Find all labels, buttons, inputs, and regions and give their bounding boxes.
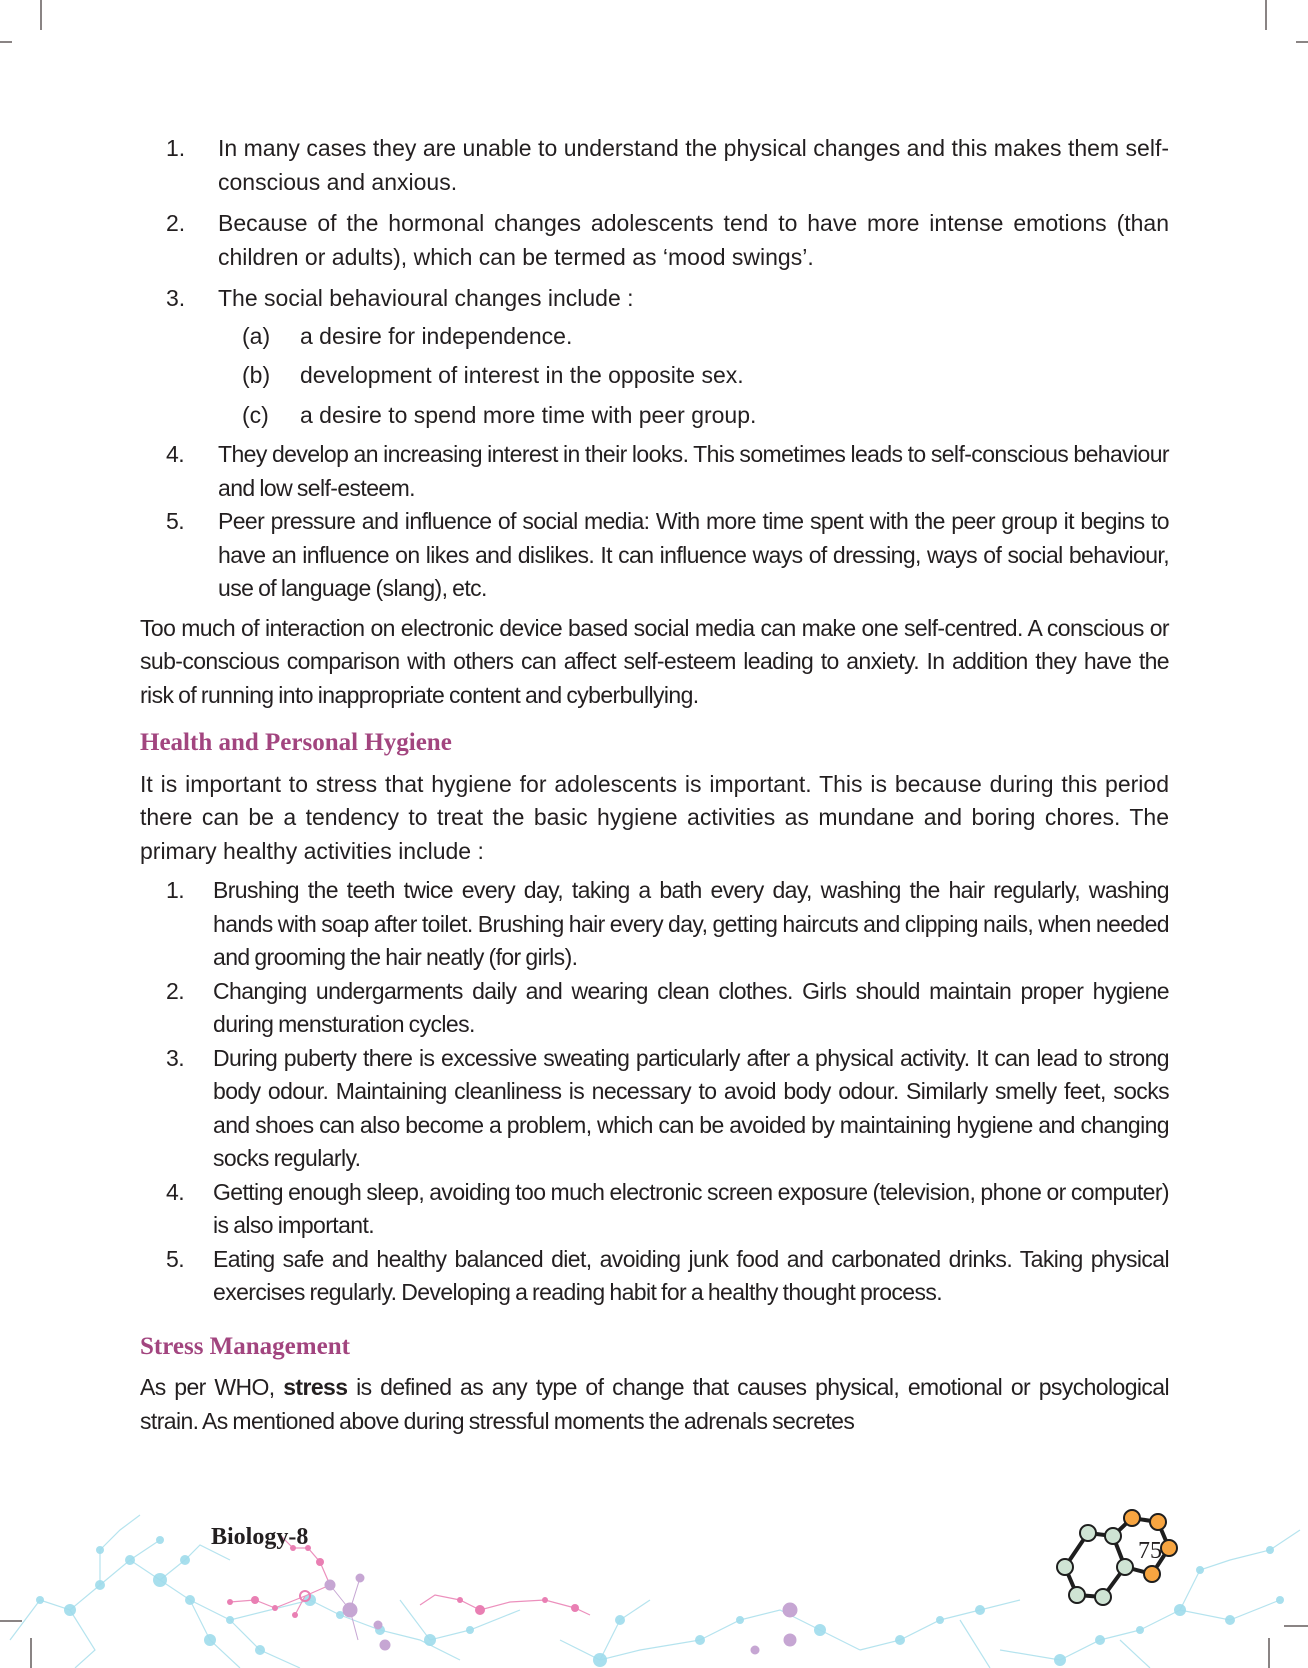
- stress-intro-rest: is defined as any type of change that causes physical, emotional or psychological strain. As mentioned above during stressful moments the adrenals secretes: [140, 1374, 1169, 1434]
- list-item: [140, 975, 1169, 1042]
- list-item: [140, 874, 1169, 975]
- section-heading-hygiene: Health and Personal Hygiene: [140, 729, 452, 756]
- list-number: 1.: [166, 135, 186, 161]
- list-text: Because of the hormonal changes adolescents tend to have more intense emotions (than children or adults), which can be termed as ‘mood swings’.: [218, 210, 1169, 270]
- section-heading-stress: Stress Management: [140, 1332, 350, 1360]
- social-media-paragraph: Too much of interaction on electronic device based social media can make one self-centred. A conscious or sub-conscious comparison with others can affect self-esteem leading to anxiety. In addition they have the risk of running into inappropriate content and cyberbullying.: [140, 614, 1169, 708]
- list-number: 4.: [166, 441, 184, 467]
- sub-list-text: a desire for independence.: [300, 322, 573, 349]
- sub-list-letter: (c): [242, 401, 269, 428]
- sub-list-item: [140, 399, 1169, 433]
- adolescent-changes-list: [140, 132, 1169, 606]
- list-text: The social behavioural changes include :: [218, 285, 634, 311]
- list-number: 4.: [166, 1178, 184, 1205]
- stress-intro-paragraph: [140, 1371, 1169, 1438]
- list-item: [140, 438, 1169, 505]
- list-text: Peer pressure and influence of social media: With more time spent with the peer group it begins to have an influence on likes and dislikes. It can influence ways of dressing, ways of social behaviour, use of language (slang), etc.: [218, 508, 1169, 601]
- main-content: [140, 132, 1169, 1438]
- list-number: 5.: [166, 1245, 184, 1272]
- crop-mark-top-left-v: [40, 0, 42, 30]
- sub-list-item: [140, 359, 1169, 393]
- list-item: [140, 282, 1169, 316]
- list-number: 5.: [166, 508, 184, 534]
- book-title: Biology-8: [211, 1524, 309, 1550]
- list-number: 3.: [166, 1044, 184, 1071]
- sub-list-item: [140, 320, 1169, 354]
- sub-list-text: a desire to spend more time with peer group.: [300, 401, 757, 428]
- crop-mark-top-right-h: [1296, 41, 1308, 43]
- sub-list-letter: (a): [242, 322, 271, 349]
- list-text: Changing undergarments daily and wearing clean clothes. Girls should maintain proper hygiene during mensturation cycles.: [213, 977, 1169, 1037]
- list-item: [140, 1243, 1169, 1310]
- hygiene-activities-list: [140, 874, 1169, 1310]
- list-number: 1.: [166, 877, 184, 903]
- stress-bold-term: stress: [283, 1374, 348, 1400]
- crop-mark-top-right-v: [1265, 0, 1267, 30]
- hygiene-intro-paragraph: It is important to stress that hygiene for adolescents is important. This is because during this period there can be a tendency to treat the basic hygiene activities as mundane and boring chores. The primary healthy activities include :: [140, 770, 1169, 864]
- list-number: 2.: [166, 210, 186, 236]
- list-text: In many cases they are unable to understand the physical changes and this makes them self-conscious and anxious.: [218, 135, 1169, 195]
- list-item: [140, 132, 1169, 199]
- list-text: Eating safe and healthy balanced diet, avoiding junk food and carbonated drinks. Taking physical exercises regularly. Developing a reading habit for a healthy thought process.: [213, 1245, 1169, 1305]
- molecule-page-badge-icon: [1055, 1505, 1195, 1630]
- list-number: 2.: [166, 977, 184, 1004]
- sub-list-letter: (b): [242, 362, 271, 388]
- list-item: [140, 505, 1169, 606]
- list-item: [140, 1042, 1169, 1176]
- list-text: During puberty there is excessive sweating particularly after a physical activity. It can lead to strong body odour. Maintaining cleanliness is necessary to avoid body odour. Similarly smelly feet, socks and shoes can also become a problem, which can be avoided by maintaining hygiene and changing socks regularly.: [213, 1044, 1169, 1171]
- crop-mark-top-left-h: [0, 41, 12, 43]
- stress-intro-lead: As per WHO,: [140, 1374, 284, 1400]
- list-item: [140, 207, 1169, 274]
- list-text: Getting enough sleep, avoiding too much electronic screen exposure (television, phone or computer) is also important.: [213, 1178, 1169, 1238]
- page-number: 75: [1138, 1538, 1162, 1564]
- sub-list-text: development of interest in the opposite sex.: [300, 362, 744, 388]
- list-number: 3.: [166, 285, 186, 311]
- list-item: [140, 1176, 1169, 1243]
- list-text: Brushing the teeth twice every day, taking a bath every day, washing the hair regularly, washing hands with soap after toilet. Brushing hair every day, getting haircuts and clipping nails, when needed and grooming the hair neatly (for girls).: [213, 877, 1169, 970]
- list-text: They develop an increasing interest in their looks. This sometimes leads to self-conscious behaviour and low self-esteem.: [218, 441, 1169, 501]
